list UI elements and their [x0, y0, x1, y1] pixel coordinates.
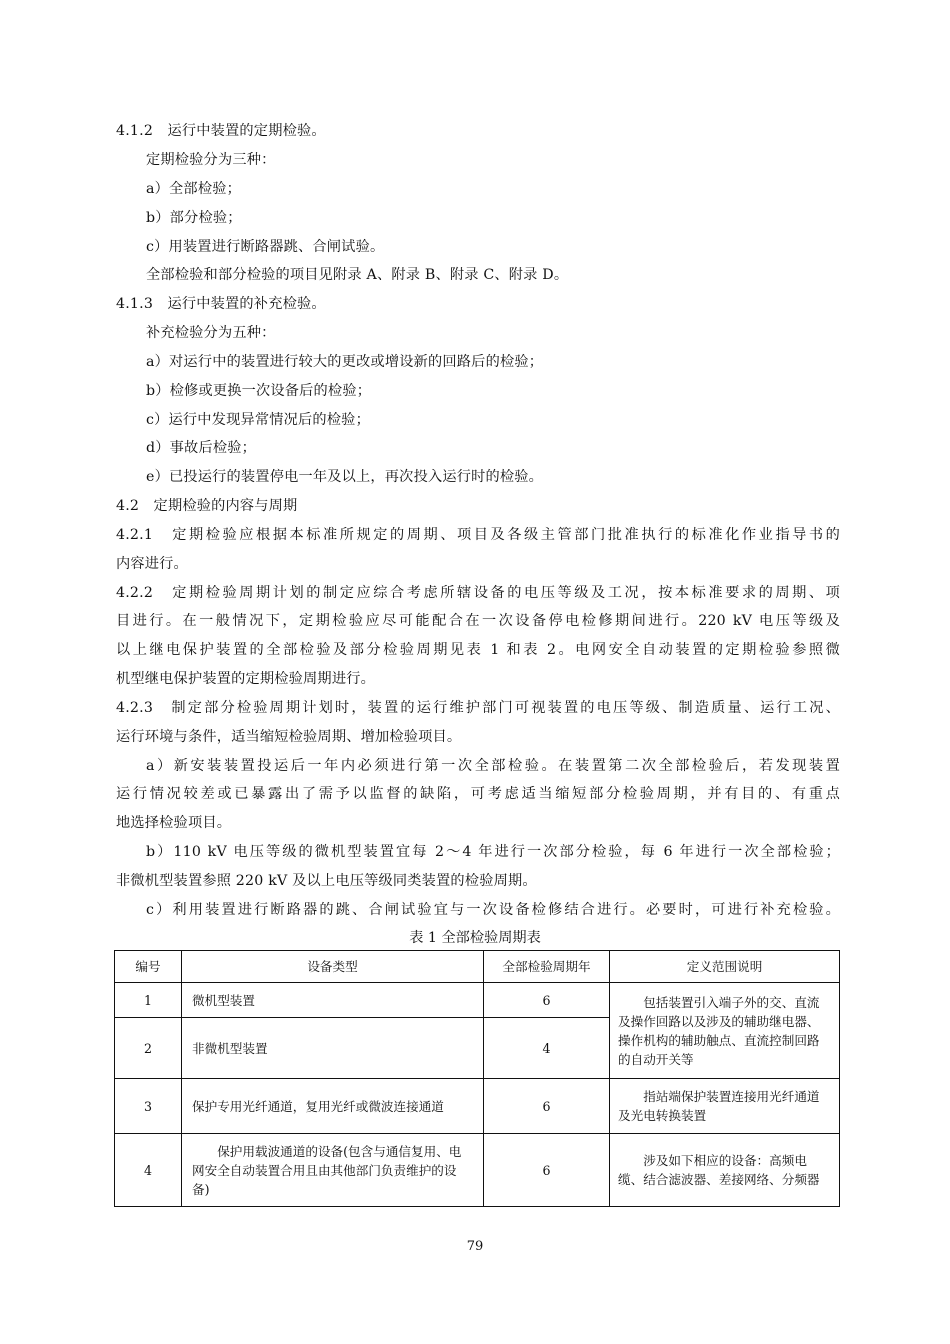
cell-type: [182, 983, 484, 1018]
cell-type-text: 非微机型装置: [192, 1040, 268, 1056]
section-heading-4-1-2: 4.1.2 运行中装置的定期检验。: [116, 123, 326, 139]
list-item: c）运行中发现异常情况后的检验；: [146, 412, 370, 428]
cell-definition-text: 指站端保护装置连接用光纤通道及光电转换装置: [618, 1089, 820, 1123]
page-number: 79: [466, 1239, 484, 1254]
paragraph: 全部检验和部分检验的项目见附录 A、附录 B、附录 C、附录 D。: [146, 267, 569, 283]
table-row: [115, 1134, 840, 1207]
paragraph-line: 运行情况较差或已暴露出了需予以监督的缺陷，可考虑适当缩短部分检验周期，并有目的、有重点: [116, 786, 840, 802]
paragraph-line: b）110 kV 电压等级的微机型装置宜每 2～4 年进行一次部分检验，每 6 年进行一次全部检验；: [146, 844, 840, 860]
cell-definition-text: 涉及如下相应的设备：高频电缆、结合滤波器、差接网络、分频器: [618, 1153, 820, 1187]
cell-period: 4: [484, 1018, 610, 1079]
cell-no: 4: [115, 1134, 182, 1207]
paragraph-line: c）利用装置进行断路器的跳、合闸试验宜与一次设备检修结合进行。必要时，可进行补充检验。: [146, 902, 840, 918]
list-item: b）部分检验；: [146, 210, 242, 226]
header-definition: 定义范围说明: [610, 951, 840, 983]
cell-type: [182, 1134, 484, 1207]
cell-no: 2: [115, 1018, 182, 1079]
cell-definition: [610, 1079, 840, 1134]
paragraph: 补充检验分为五种：: [146, 325, 276, 341]
section-heading-4-2: 4.2 定期检验的内容与周期: [116, 498, 298, 514]
list-item: e）已投运行的装置停电一年及以上，再次投入运行时的检验。: [146, 469, 544, 485]
header-no: 编号: [115, 951, 182, 983]
paragraph: 定期检验分为三种：: [146, 152, 276, 168]
cell-definition-text: 包括装置引入端子外的交、直流及操作回路以及涉及的辅助继电器、操作机构的辅助触点、直流控制回路的自动开关等: [618, 994, 820, 1067]
cell-type: [182, 1079, 484, 1134]
table-caption: 表 1 全部检验周期表: [409, 930, 541, 946]
list-item: a）全部检验；: [146, 181, 241, 197]
section-heading-4-1-3: 4.1.3 运行中装置的补充检验。: [116, 296, 326, 312]
cell-no: 1: [115, 983, 182, 1018]
paragraph-line: 以上继电保护装置的全部检验及部分检验周期见表 1 和表 2。电网安全自动装置的定期检验参照微: [116, 642, 840, 658]
cell-type-text: 微机型装置: [192, 992, 255, 1008]
cell-period: 6: [484, 1079, 610, 1134]
paragraph-line: 4.2.1 定期检验应根据本标准所规定的周期、项目及各级主管部门批准执行的标准化作业指导书的: [116, 527, 840, 543]
list-item: d）事故后检验；: [146, 440, 256, 456]
paragraph-line: a）新安装装置投运后一年内必须进行第一次全部检验。在装置第二次全部检验后，若发现装置: [146, 758, 840, 774]
header-period: 全部检验周期年: [484, 951, 610, 983]
cell-definition-merged: [610, 983, 840, 1079]
paragraph-line: 4.2.3 制定部分检验周期计划时，装置的运行维护部门可视装置的电压等级、制造质量、运行工况、: [116, 700, 840, 716]
inspection-period-table: [114, 950, 840, 1207]
table-row: [115, 983, 840, 1018]
paragraph-line: 目进行。在一般情况下，定期检验应尽可能配合在一次设备停电检修期间进行。220 kV 电压等级及: [116, 613, 840, 629]
cell-definition: [610, 1134, 840, 1207]
cell-no: 3: [115, 1079, 182, 1134]
paragraph-line: 非微机型装置参照 220 kV 及以上电压等级同类装置的检验周期。: [116, 873, 537, 889]
list-item: c）用装置进行断路器跳、合闸试验。: [146, 239, 385, 255]
table-header-row: [115, 951, 840, 983]
table-row: [115, 1079, 840, 1134]
paragraph-line: 4.2.2 定期检验周期计划的制定应综合考虑所辖设备的电压等级及工况，按本标准要求的周期、项: [116, 585, 840, 601]
cell-period: 6: [484, 1134, 610, 1207]
cell-period: 6: [484, 983, 610, 1018]
cell-type-text: 保护专用光纤通道，复用光纤或微波连接通道: [192, 1098, 444, 1114]
list-item: a）对运行中的装置进行较大的更改或增设新的回路后的检验；: [146, 354, 544, 370]
paragraph-line: 运行环境与条件，适当缩短检验周期、增加检验项目。: [116, 729, 462, 745]
paragraph-line: 地选择检验项目。: [116, 815, 232, 831]
paragraph-line: 内容进行。: [116, 556, 188, 572]
paragraph-line: 机型继电保护装置的定期检验周期进行。: [116, 671, 375, 687]
cell-type-text: 保护用载波通道的设备(包含与通信复用、电网安全自动装置合用且由其他部门负责维护的设备): [192, 1143, 462, 1197]
list-item: b）检修或更换一次设备后的检验；: [146, 383, 372, 399]
cell-type: [182, 1018, 484, 1079]
header-type: 设备类型: [182, 951, 484, 983]
